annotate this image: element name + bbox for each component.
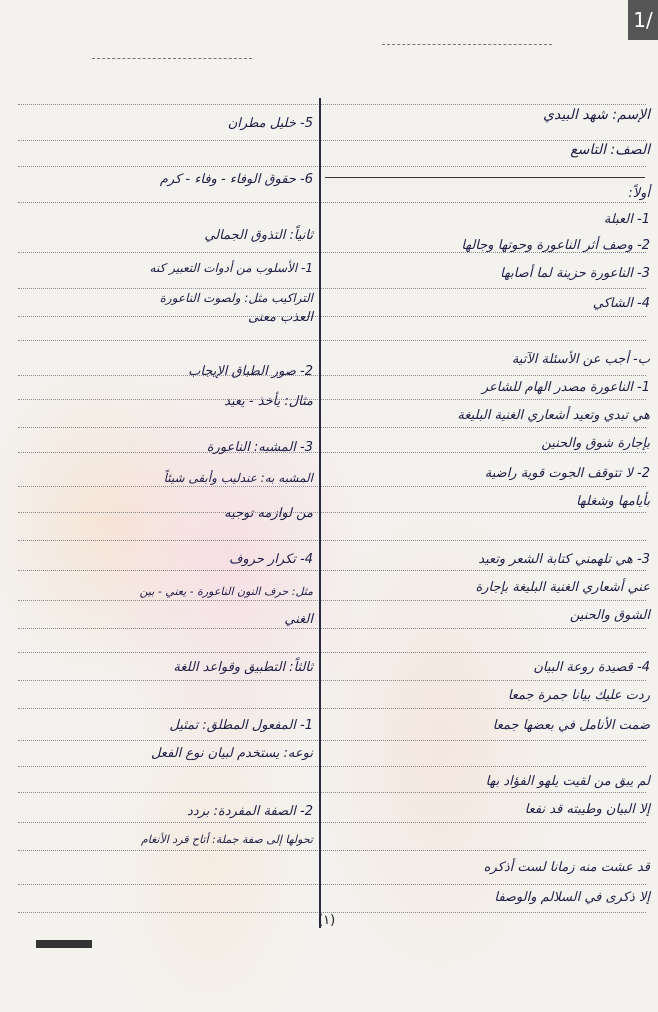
ruled-line bbox=[18, 766, 646, 767]
header-separator bbox=[325, 177, 645, 178]
section-heading: ثانياً: التذوق الجمالي bbox=[204, 228, 313, 243]
student-name: الإسم: شهد البيدي bbox=[543, 107, 650, 123]
ruled-line bbox=[18, 740, 646, 741]
answer-line: 4- تكرار حروف bbox=[228, 552, 313, 567]
answer-line: العذب معنى bbox=[247, 310, 313, 325]
top-dashed-line-right bbox=[382, 44, 552, 45]
poem-verse: لم يبق من لقيت يلهو الفؤاد بها bbox=[485, 774, 650, 789]
ruled-line bbox=[18, 628, 646, 629]
answer-line: 2- صور الطباق الإيجاب bbox=[188, 364, 313, 379]
poem-verse: إلا ذكرى في السلالم والوصفا bbox=[494, 890, 650, 905]
ruled-line bbox=[18, 104, 646, 105]
ruled-line bbox=[18, 540, 646, 541]
answer-line: 6- حقوق الوفاء - وفاء - كرم bbox=[159, 172, 313, 187]
poem-verse: إلا البيان وطيبته قد نفعا bbox=[524, 802, 650, 817]
ruled-line bbox=[18, 427, 646, 428]
answer-line: نوعه: يستخدم لبيان نوع الفعل bbox=[150, 746, 313, 761]
answer-line: من لوازمه توجيه bbox=[224, 506, 313, 521]
top-dashed-line-left bbox=[92, 58, 252, 59]
page-number: (١) bbox=[318, 913, 336, 928]
answer-line: 2- الصفة المفردة: بردد bbox=[187, 804, 313, 819]
student-class: الصف: التاسع bbox=[570, 142, 650, 158]
poem-verse: ضمت الأنامل في بعضها جمعا bbox=[492, 718, 650, 733]
answer-line: 3- الناعورة حزينة لما أصابها bbox=[500, 266, 650, 281]
ruled-line bbox=[18, 708, 646, 709]
answer-line: الشوق والحنين bbox=[569, 608, 650, 623]
page-counter-badge: 1/ bbox=[628, 0, 658, 40]
answer-line: التراكيب مثل: ولصوت الناعورة bbox=[159, 291, 313, 305]
answer-line: 4- قصيدة روعة البيان bbox=[533, 660, 650, 675]
poem-verse: قد عشت منه زمانا لست أذكره bbox=[483, 860, 650, 875]
section-heading: ب- أجب عن الأسئلة الآتية bbox=[511, 352, 650, 367]
ruled-line bbox=[18, 399, 646, 400]
answer-line: 2- لا تتوقف الجوت قوية راضية bbox=[484, 466, 650, 481]
answer-line: مثال: يأخذ - يعيد bbox=[224, 394, 313, 409]
answer-line: 1- الأسلوب من أدوات التعبير كنه bbox=[149, 261, 313, 275]
ruled-line bbox=[18, 792, 646, 793]
ruled-line bbox=[18, 512, 646, 513]
answer-line: الغني bbox=[284, 612, 313, 627]
answer-line: 4- الشاكي bbox=[592, 296, 650, 311]
ruled-line bbox=[18, 884, 646, 885]
answer-line: 1- العبلة bbox=[603, 212, 650, 227]
answer-line: 1- الناعورة مصدر الهام للشاعر bbox=[481, 380, 650, 395]
ruled-line bbox=[18, 850, 646, 851]
answer-line: بإجارة شوق والحنين bbox=[541, 436, 650, 451]
ruled-line bbox=[18, 288, 646, 289]
answer-line: 2- وصف أثر الناعورة وحوتها وجالها bbox=[461, 238, 650, 253]
ruled-line bbox=[18, 822, 646, 823]
ruled-line bbox=[18, 570, 646, 571]
answer-line: 1- المفعول المطلق: تمثيل bbox=[169, 718, 313, 733]
ruled-line bbox=[18, 652, 646, 653]
column-divider bbox=[319, 98, 321, 928]
ruled-line bbox=[18, 680, 646, 681]
ruled-line bbox=[18, 600, 646, 601]
answer-line: هي تبدي وتعيد أشعاري الغنية البليغة bbox=[457, 408, 650, 423]
answer-line: مثل: حرف النون الناعورة - يعني - بين bbox=[139, 585, 313, 598]
answer-line: المشبه به: عندليب وأبقى شيئاً bbox=[163, 471, 313, 485]
ruled-line bbox=[18, 452, 646, 453]
section-heading: أولاً: bbox=[628, 186, 650, 201]
answer-line: بأيامها وشغلها bbox=[576, 494, 650, 509]
ruled-line bbox=[18, 166, 646, 167]
answer-line: تحولها إلى صفة جملة: أتاح قرد الأنغام bbox=[140, 833, 313, 846]
ruled-line bbox=[18, 340, 646, 341]
answer-line: عني أشعاري الغنية البليغة بإجارة bbox=[475, 580, 650, 595]
poem-verse: ردت عليك بيانا جمرة جمعا bbox=[507, 688, 650, 703]
ruled-line bbox=[18, 486, 646, 487]
answer-line: 5- خليل مطران bbox=[227, 116, 313, 131]
answer-line: 3- المشبه: الناعورة bbox=[206, 440, 313, 455]
section-heading: ثالثاً: التطبيق وقواعد اللغة bbox=[173, 660, 313, 675]
ruled-line bbox=[18, 316, 646, 317]
ruled-line bbox=[18, 202, 646, 203]
stamp-mark bbox=[36, 940, 92, 948]
ruled-line bbox=[18, 140, 646, 141]
answer-line: 3- هي تلهمني كتابة الشعر وتعيد bbox=[478, 552, 650, 567]
ruled-line bbox=[18, 375, 646, 376]
